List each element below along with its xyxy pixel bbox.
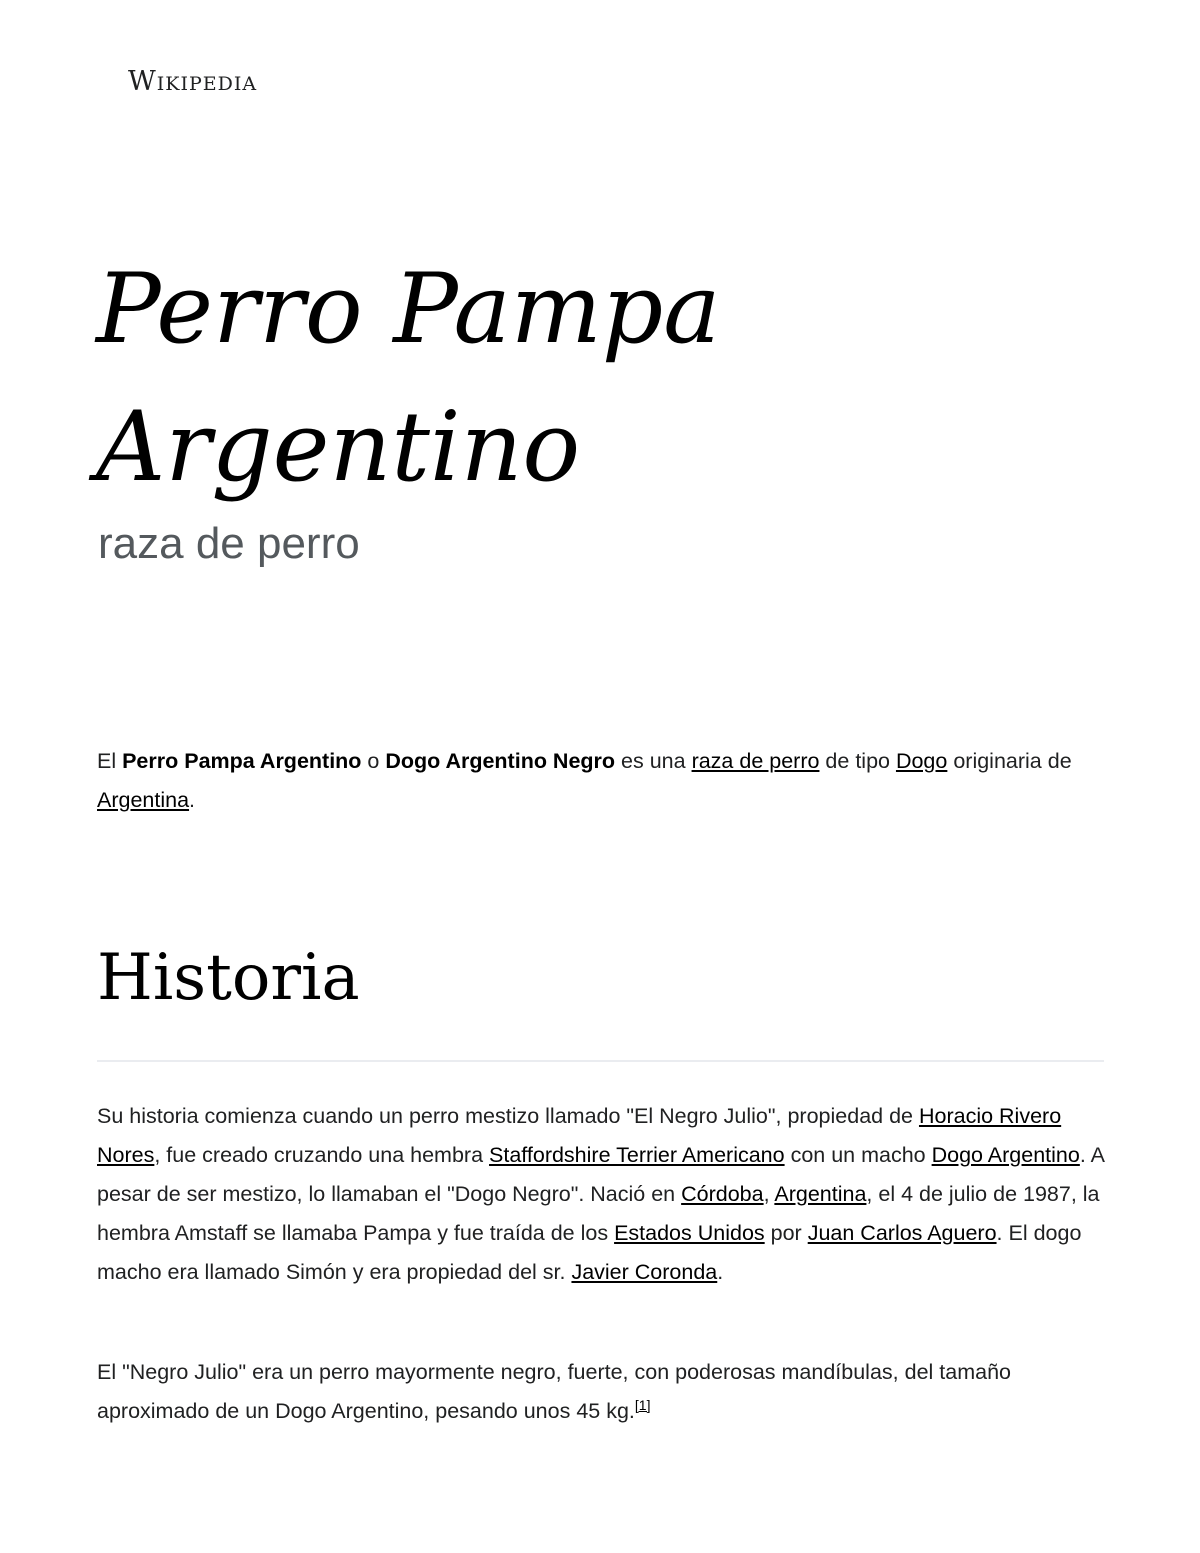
section-divider: [97, 1060, 1104, 1062]
text: El "Negro Julio" era un perro mayormente negro, fuerte, con poderosas mandíbulas, del tamaño aproximado de un Dogo Argentino, pesando unos 45 kg.: [97, 1360, 1011, 1423]
link-javier-coronda[interactable]: Javier Coronda: [571, 1260, 718, 1284]
link-dogo[interactable]: Dogo: [895, 749, 948, 773]
link-horacio-rivero-nores[interactable]: Horacio Rivero Nores: [97, 1104, 1062, 1167]
link-estados-unidos[interactable]: Estados Unidos: [614, 1221, 765, 1245]
page-subtitle: raza de perro: [98, 519, 360, 568]
text: El: [97, 749, 123, 773]
link-juan-carlos-aguero[interactable]: Juan Carlos Aguero: [807, 1221, 997, 1245]
bold-term: Perro Pampa Argentino: [122, 749, 362, 773]
text: es una: [615, 749, 692, 773]
text: por: [764, 1221, 808, 1245]
text: .: [189, 788, 196, 812]
intro-paragraph: [97, 742, 1107, 820]
text: originaria de: [947, 749, 1072, 773]
reference-link-1[interactable]: [1]: [634, 1396, 651, 1413]
text: , el 4 de julio de 1987, la hembra Amstaff se llamaba Pampa y fue traída de los: [97, 1182, 1100, 1245]
text: , fue creado cruzando una hembra: [154, 1143, 490, 1167]
link-argentina[interactable]: Argentina: [97, 788, 190, 812]
section-heading-historia: Historia: [97, 941, 360, 1015]
link-staffordshire-terrier-americano[interactable]: Staffordshire Terrier Americano: [489, 1143, 785, 1167]
text: Su historia comienza cuando un perro mestizo llamado "El Negro Julio", propiedad de: [97, 1104, 919, 1128]
text: de tipo: [819, 749, 896, 773]
link-raza-de-perro[interactable]: raza de perro: [691, 749, 820, 773]
link-cordoba[interactable]: Córdoba: [681, 1182, 764, 1206]
text: o: [361, 749, 386, 773]
link-argentina[interactable]: Argentina: [774, 1182, 867, 1206]
wikipedia-logo[interactable]: Wikipedia: [128, 66, 258, 97]
text: . A pesar de ser mestizo, lo llamaban el "Dogo Negro". Nació en: [97, 1143, 1104, 1206]
reference-superscript: [635, 1397, 651, 1413]
text: .: [717, 1260, 724, 1284]
text: con un macho: [784, 1143, 932, 1167]
bold-term: Dogo Argentino Negro: [385, 749, 616, 773]
text: ,: [763, 1182, 775, 1206]
text: . El dogo macho era llamado Simón y era propiedad del sr.: [97, 1221, 1082, 1284]
historia-paragraph-2: [97, 1353, 1107, 1431]
page-title: Perro Pampa Argentino: [96, 253, 721, 503]
link-dogo-argentino[interactable]: Dogo Argentino: [931, 1143, 1080, 1167]
historia-paragraph-1: [97, 1097, 1107, 1292]
